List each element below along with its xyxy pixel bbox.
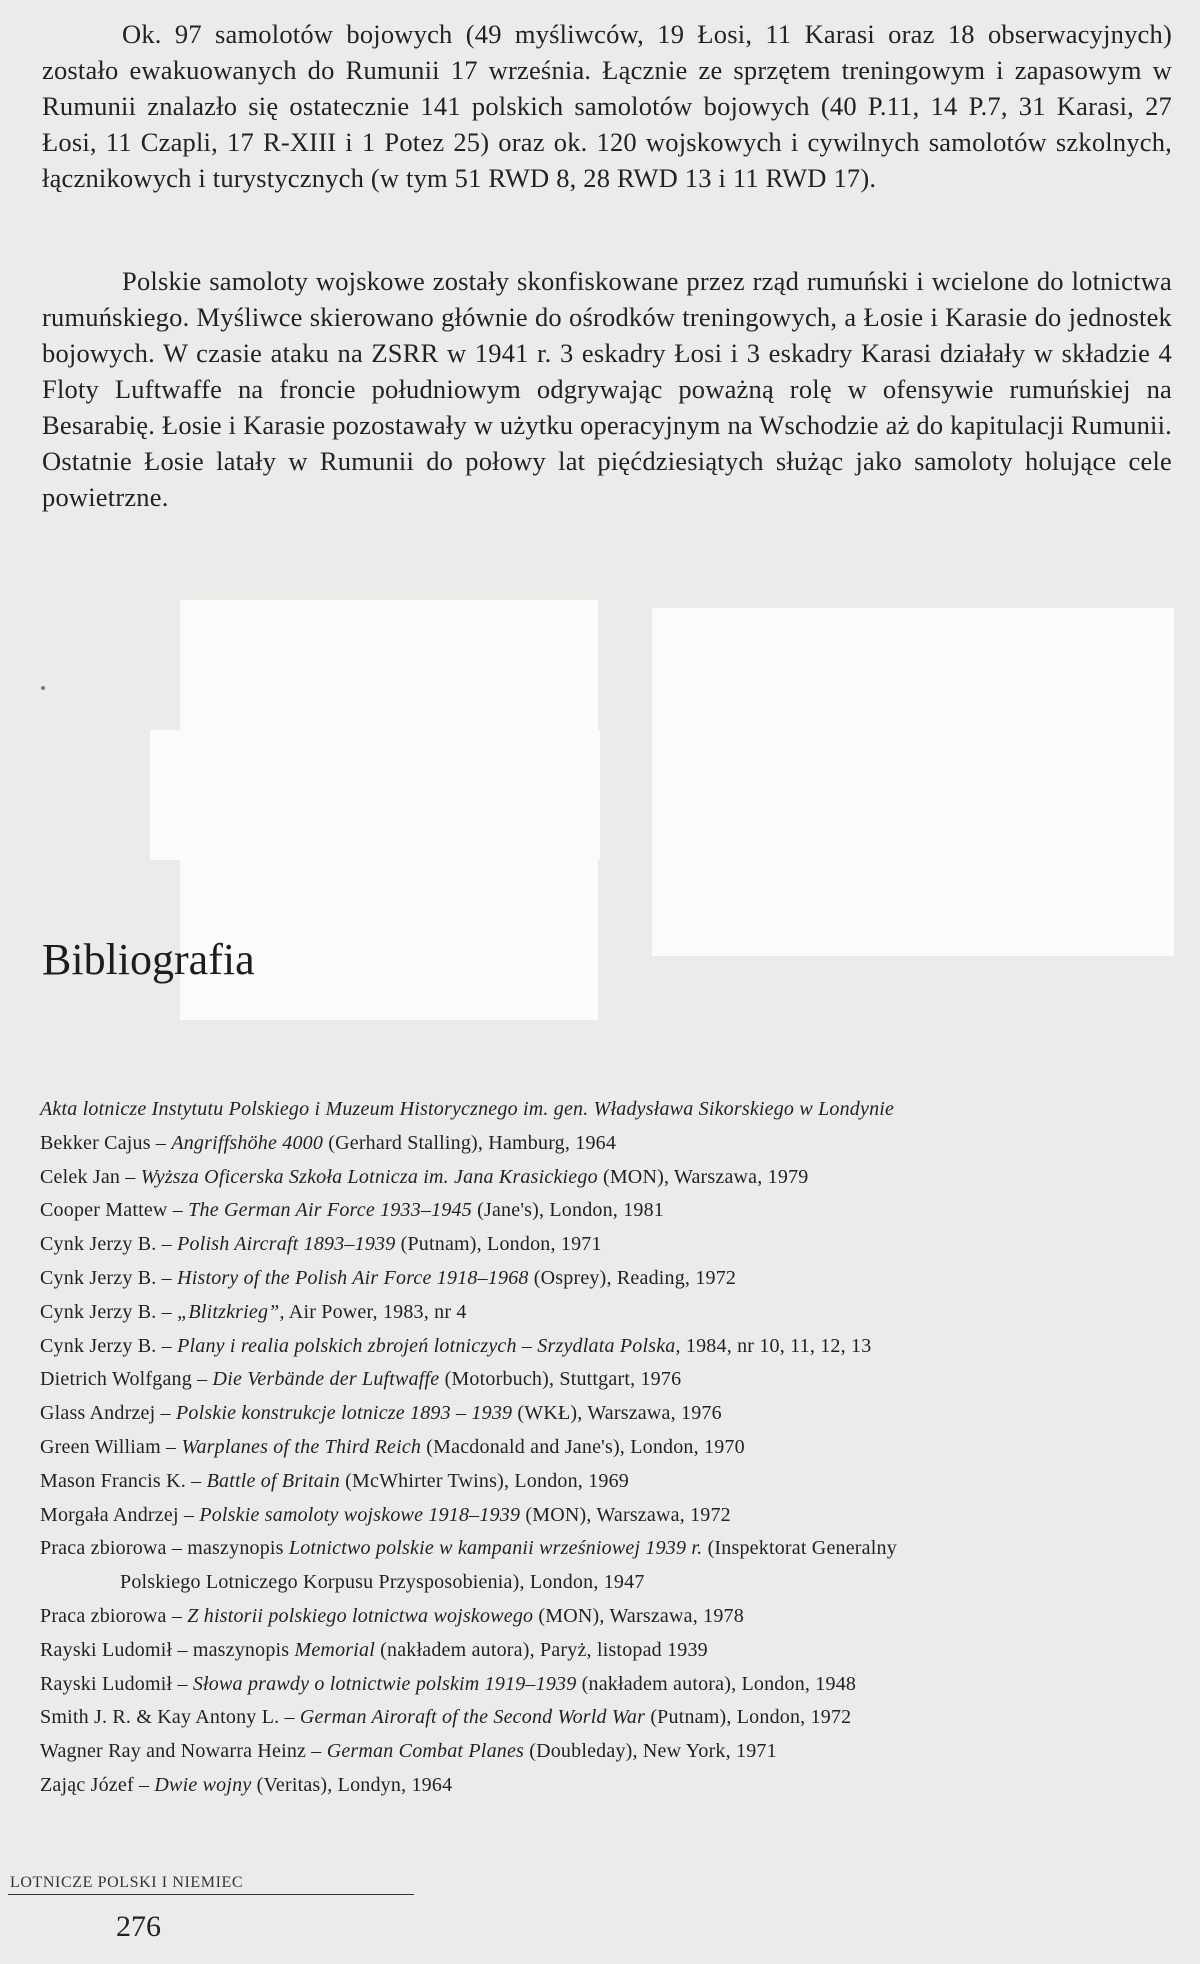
entry-author: Cynk Jerzy B. – [40, 1233, 178, 1256]
entry-title: Polskie samoloty wojskowe 1918–1939 [199, 1503, 521, 1526]
body-paragraph [42, 263, 1172, 515]
bibliography-entry [40, 1769, 1180, 1803]
entry-title: Słowa prawdy o lotnictwie polskim 1919–1939 [192, 1672, 577, 1695]
entry-author: Mason Francis K. – [40, 1469, 207, 1492]
bibliography-entry [40, 1532, 1180, 1566]
entry-author: Praca zbiorowa – maszynopis [40, 1537, 289, 1560]
bibliography-entry [40, 1330, 1180, 1364]
entry-publication: (McWhirter Twins), London, 1969 [339, 1469, 629, 1492]
entry-publication: (Putnam), London, 1972 [645, 1706, 852, 1729]
entry-author: Cooper Mattew – [40, 1199, 189, 1222]
bibliography-entry [40, 1634, 1180, 1668]
entry-publication: (Putnam), London, 1971 [395, 1233, 602, 1256]
entry-title: Polskie konstrukcje lotnicze 1893 – 1939 [175, 1402, 513, 1425]
paragraph-text: Polskie samoloty wojskowe zostały skonfiskowane przez rząd rumuński i wcielone do lotnictwa rumuńskiego. Myśliwce skierowano głównie do ośrodków treningowych, a Łosie i Karasie do jednostek bojowych. W czasie ataku na ZSRR w 1941 r. 3 eskadry Łosi i 3 eskadry Karasi działały w składzie 4 Floty Luftwaffe na froncie południowym odgrywając poważną rolę w ofensywie rumuńskiej na Besarabię. Łosie i Karasie pozostawały w użytku operacyjnym na Wschodzie aż do kapitulacji Rumunii. Ostatnie Łosie latały w Rumunii do połowy lat pięćdziesiątych służąc jako samoloty holujące cele powietrzne. [42, 266, 1172, 512]
entry-author: Smith J. R. & Kay Antony L. – [40, 1706, 300, 1729]
entry-publication: (WKŁ), Warszawa, 1976 [512, 1402, 722, 1425]
entry-publication: (MON), Warszawa, 1972 [520, 1503, 731, 1526]
entry-author: Cynk Jerzy B. – [40, 1334, 178, 1357]
entry-publication: , Air Power, 1983, nr 4 [279, 1300, 467, 1323]
entry-author: Rayski Ludomił – maszynopis [40, 1638, 295, 1661]
entry-publication: (Osprey), Reading, 1972 [528, 1266, 737, 1289]
bibliography-entry [40, 1735, 1180, 1769]
entry-publication: Polskiego Lotniczego Korpusu Przysposobienia), London, 1947 [120, 1571, 645, 1594]
bibliography-entry [40, 1668, 1180, 1702]
blank-figure-area [150, 730, 600, 860]
footer-divider [8, 1894, 414, 1895]
entry-title: „Blitzkrieg” [177, 1300, 280, 1323]
entry-publication: (nakładem autora), London, 1948 [576, 1672, 857, 1695]
bibliography-entry [40, 1194, 1180, 1228]
entry-title: History of the Polish Air Force 1918–1968 [177, 1266, 529, 1289]
entry-title: Angriffshöhe 4000 [171, 1131, 324, 1154]
paragraph-text: Ok. 97 samolotów bojowych (49 myśliwców, 19 Łosi, 11 Karasi oraz 18 obserwacyjnych) zostało ewakuowanych do Rumunii 17 września. Łącznie ze sprzętem treningowym i zapasowym w Rumunii znalazło się ostatecznie 141 polskich samolotów bojowych (40 P.11, 14 P.7, 31 Karasi, 27 Łosi, 11 Czapli, 17 R-XIII i 1 Potez 25) oraz ok. 120 wojskowych i cywilnych samolotów szkolnych, łącznikowych i turystycznych (w tym 51 RWD 8, 28 RWD 13 i 11 RWD 17). [42, 19, 1172, 193]
bibliography-heading: Bibliografia [42, 935, 255, 984]
entry-author: Wagner Ray and Nowarra Heinz – [40, 1740, 327, 1763]
entry-title: German Airoraft of the Second World War [299, 1706, 646, 1729]
entry-publication: (Motorbuch), Stuttgart, 1976 [439, 1368, 682, 1391]
entry-publication: (Doubleday), New York, 1971 [524, 1740, 777, 1763]
entry-title: Akta lotnicze Instytutu Polskiego i Muzeum Historycznego im. gen. Władysława Sikorskiego w Londynie [40, 1098, 895, 1120]
entry-author: Praca zbiorowa – [40, 1604, 188, 1627]
bibliography-entry [40, 1397, 1180, 1431]
entry-author: Cynk Jerzy B. – [40, 1300, 178, 1323]
bibliography-entry [40, 1161, 1180, 1195]
bibliography-entry [40, 1296, 1180, 1330]
entry-author: Zając Józef – [40, 1773, 155, 1796]
running-title: LOTNICZE POLSKI I NIEMIEC [10, 1874, 244, 1891]
entry-publication: (nakładem autora), Paryż, listopad 1939 [374, 1638, 708, 1661]
entry-title: Polish Aircraft 1893–1939 [177, 1233, 396, 1256]
entry-title: Lotnictwo polskie w kampanii wrześniowej 1939 r. [288, 1537, 703, 1560]
entry-title: Wyższa Oficerska Szkoła Lotnicza im. Jana Krasickiego [140, 1165, 598, 1188]
entry-title: The German Air Force 1933–1945 [188, 1199, 472, 1222]
entry-title: Warplanes of the Third Reich [181, 1435, 422, 1458]
entry-title: Z historii polskiego lotnictwa wojskowego [187, 1604, 534, 1627]
entry-author: Cynk Jerzy B. – [40, 1266, 178, 1289]
entry-publication: (Gerhard Stalling), Hamburg, 1964 [323, 1131, 617, 1154]
entry-title: Battle of Britain [206, 1469, 340, 1492]
entry-title: German Combat Planes [326, 1740, 525, 1763]
bibliography-entry [40, 1127, 1180, 1161]
entry-publication: (MON), Warszawa, 1979 [597, 1165, 809, 1188]
bibliography-entry [40, 1499, 1180, 1533]
entry-title: Die Verbände der Luftwaffe [212, 1368, 440, 1391]
blank-figure-area [652, 608, 1174, 956]
entry-author: Morgała Andrzej – [40, 1503, 200, 1526]
page-number: 276 [116, 1910, 161, 1943]
entry-title: Dwie wojny [154, 1773, 252, 1796]
entry-publication: (Jane's), London, 1981 [471, 1199, 664, 1222]
bibliography-entry [40, 1093, 1180, 1127]
body-paragraph [42, 16, 1172, 196]
bibliography-list [40, 1093, 1180, 1803]
stray-mark [41, 686, 45, 690]
bibliography-entry [40, 1228, 1180, 1262]
entry-publication: (Macdonald and Jane's), London, 1970 [421, 1435, 745, 1458]
entry-author: Bekker Cajus – [40, 1131, 172, 1154]
entry-title: Memorial [294, 1638, 375, 1661]
entry-author: Glass Andrzej – [40, 1402, 176, 1425]
entry-author: Rayski Ludomił – [40, 1672, 193, 1695]
entry-author: Celek Jan – [40, 1165, 141, 1188]
bibliography-entry [40, 1465, 1180, 1499]
bibliography-entry [40, 1431, 1180, 1465]
bibliography-entry [40, 1566, 1180, 1600]
bibliography-entry [40, 1363, 1180, 1397]
entry-publication: (MON), Warszawa, 1978 [533, 1604, 744, 1627]
entry-author: Green William – [40, 1435, 182, 1458]
entry-title: Plany i realia polskich zbrojeń lotniczych – Srzydlata Polska [177, 1334, 676, 1357]
entry-author: Dietrich Wolfgang – [40, 1368, 213, 1391]
bibliography-entry [40, 1600, 1180, 1634]
entry-publication: , 1984, nr 10, 11, 12, 13 [675, 1334, 872, 1357]
bibliography-entry [40, 1262, 1180, 1296]
entry-publication: (Inspektorat Generalny [702, 1537, 897, 1560]
entry-publication: (Veritas), Londyn, 1964 [251, 1773, 453, 1796]
bibliography-entry [40, 1701, 1180, 1735]
